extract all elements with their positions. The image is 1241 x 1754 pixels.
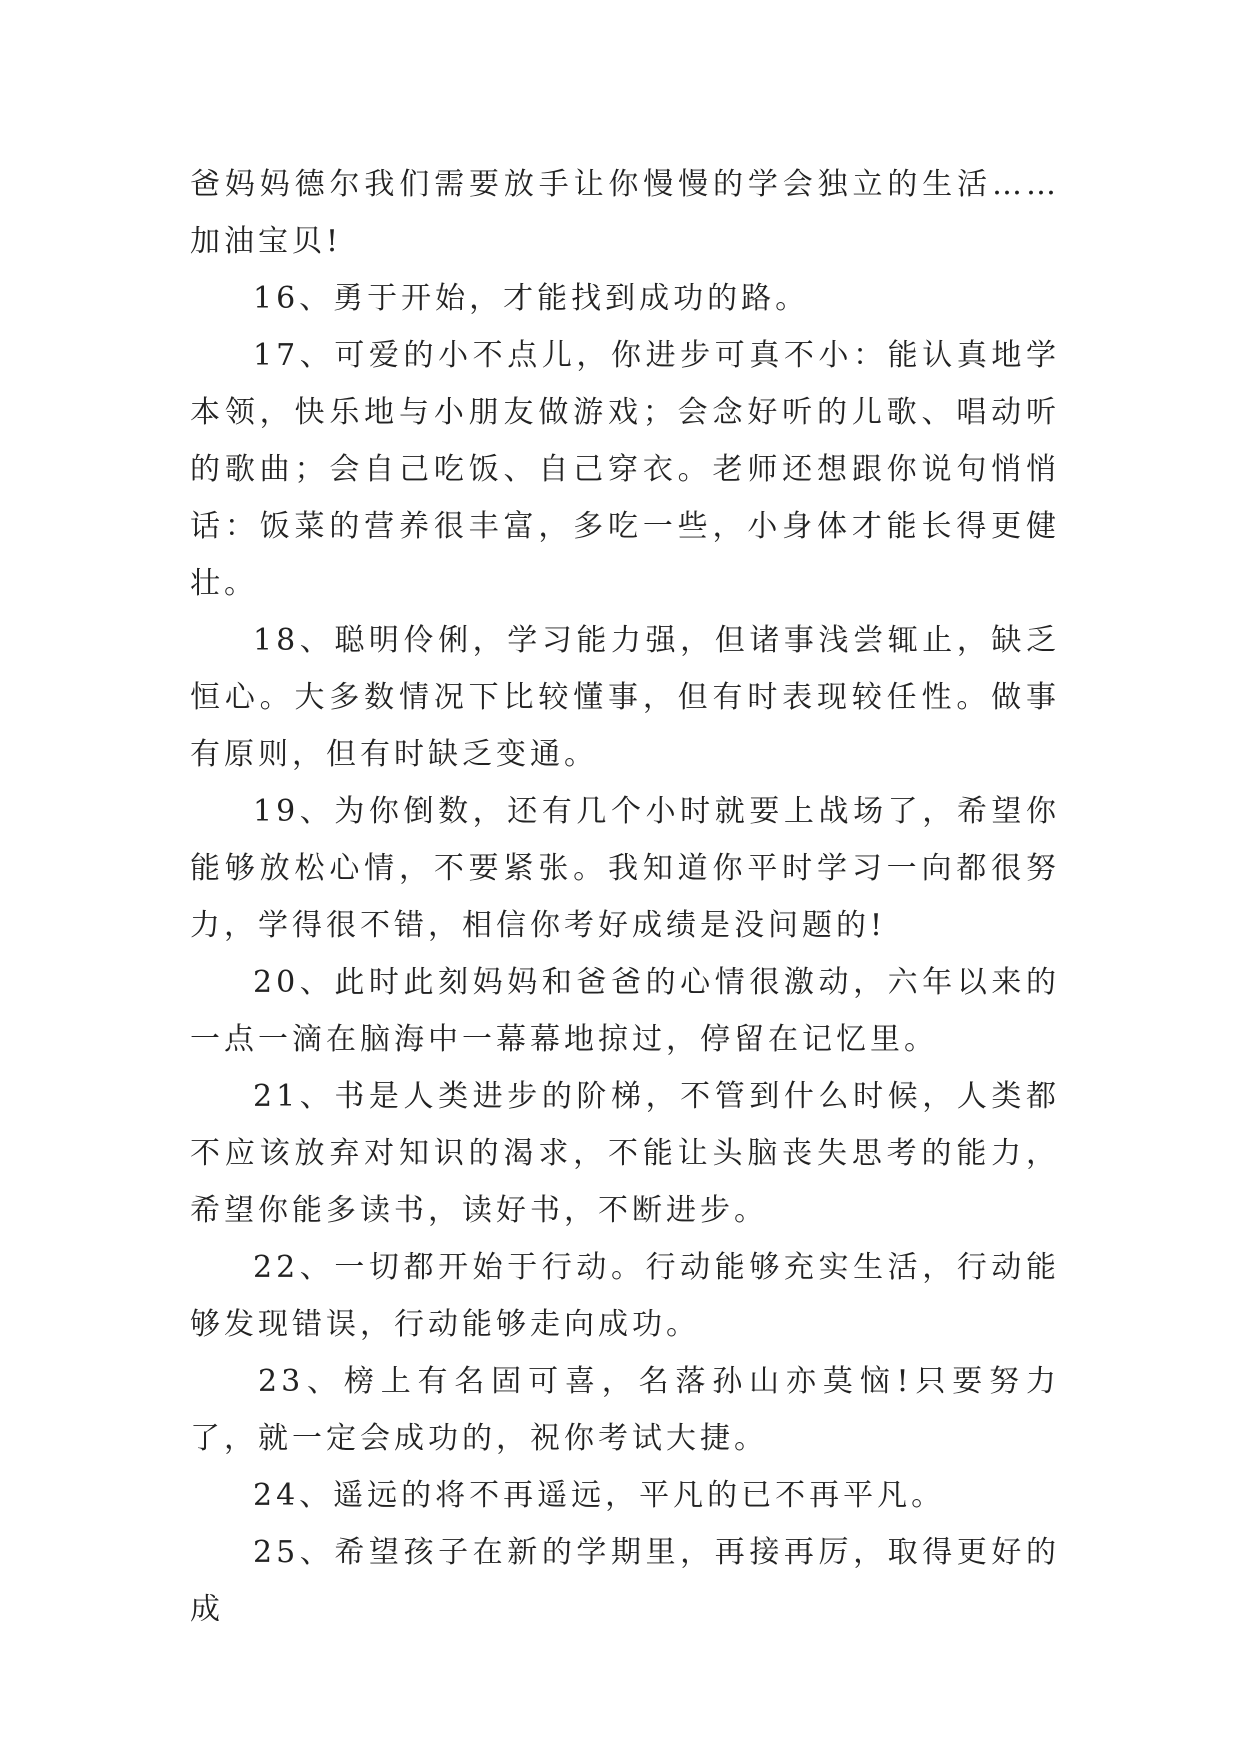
document-body [190,156,1060,1638]
paragraph-19: 19、为你倒数，还有几个小时就要上战场了，希望你能够放松心情，不要紧张。我知道你平时学习一向都很努力，学得很不错，相信你考好成绩是没问题的! [190,794,1060,943]
paragraph-21: 21、书是人类进步的阶梯，不管到什么时候，人类都不应该放弃对知识的渴求，不能让头脑丧失思考的能力，希望你能多读书，读好书，不断进步。 [190,1079,1060,1228]
paragraph-24: 24、遥远的将不再遥远，平凡的已不再平凡。 [253,1478,946,1513]
paragraph-25: 25、希望孩子在新的学期里，再接再厉，取得更好的成 [190,1535,1060,1627]
paragraph-18: 18、聪明伶俐，学习能力强，但诸事浅尝辄止，缺乏恒心。大多数情况下比较懂事，但有时表现较任性。做事有原则，但有时缺乏变通。 [190,623,1060,772]
paragraph-16: 16、勇于开始，才能找到成功的路。 [253,281,810,316]
paragraph-continued: 爸妈妈德尔我们需要放手让你慢慢的学会独立的生活……加油宝贝! [190,167,1060,259]
paragraph-23: 23、榜上有名固可喜，名落孙山亦莫恼!只要努力了，就一定会成功的，祝你考试大捷。 [190,1364,1060,1456]
paragraph-17: 17、可爱的小不点儿，你进步可真不小：能认真地学本领，快乐地与小朋友做游戏；会念好听的儿歌、唱动听的歌曲；会自己吃饭、自己穿衣。老师还想跟你说句悄悄话：饭菜的营养很丰富，多吃一些，小身体才能长得更健壮。 [190,338,1060,601]
paragraph-22: 22、一切都开始于行动。行动能够充实生活，行动能够发现错误，行动能够走向成功。 [190,1250,1060,1342]
paragraph-20: 20、此时此刻妈妈和爸爸的心情很激动，六年以来的一点一滴在脑海中一幕幕地掠过，停留在记忆里。 [190,965,1060,1057]
